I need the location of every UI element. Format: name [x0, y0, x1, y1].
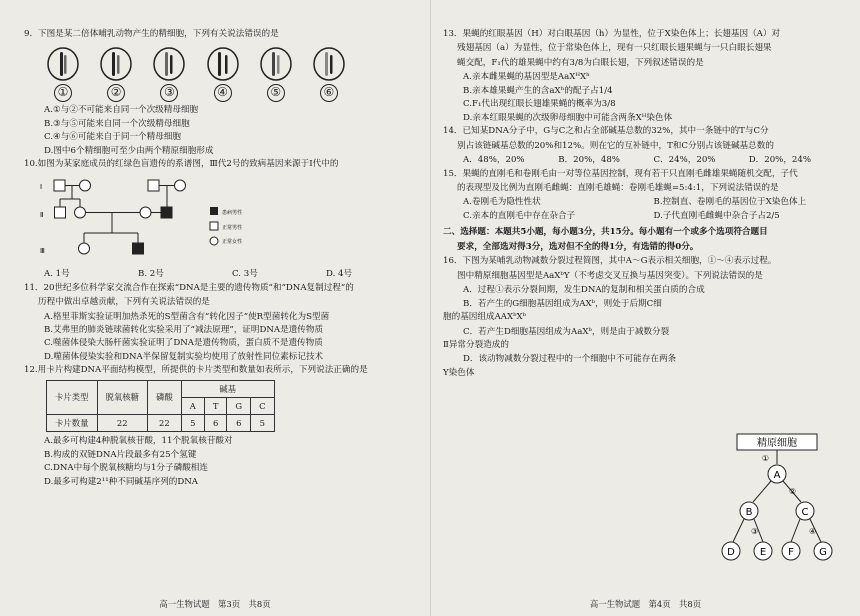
cell-label: ⑥	[320, 84, 338, 102]
q15-options-row2	[443, 210, 844, 222]
sperm-cell-5	[259, 46, 293, 102]
cell-3-icon	[152, 46, 186, 82]
cell-label: ⑤	[267, 84, 285, 102]
q15-options-row1	[443, 196, 844, 208]
section-2-title-cont: 要求，全部选对得3分，选对但不全的得1分，有选错的得0分。	[457, 241, 699, 252]
q13-option-b: B.亲本雄果蝇产生的含aXʰ的配子占1/4	[463, 85, 613, 96]
step-2-label: ②	[789, 487, 797, 496]
question-16-stem-cont: 图中精原细胞基因型是AaXᵇY（不考虑交叉互换与基因突变）。下列说法错误的是	[457, 270, 763, 281]
q10-option-a: A. 1号	[44, 269, 70, 280]
sperm-cell-4	[206, 46, 240, 102]
meiosis-flow-diagram	[717, 432, 847, 582]
q16-option-d: D．该动物减数分裂过程中的一个细胞中不可能存在两条	[463, 354, 677, 365]
th-base-g: G	[227, 397, 251, 414]
cell-value: 6	[204, 415, 227, 432]
q10-option-c: C. 3号	[232, 269, 258, 280]
question-11-stem-cont: 历程中做出卓越贡献，下列有关说法错误的是	[38, 297, 210, 308]
q16-option-b-cont: 胞的基因组成AAXᵇXᵇ	[443, 312, 527, 323]
question-9-stem: 9．下图是某二倍体哺乳动物产生的精细胞，下列有关说法错误的是	[24, 29, 279, 39]
q13-option-c: C.F₁代出现红眼长翅雄果蝇的概率为3/8	[463, 99, 616, 110]
q16-option-d-cont: Y染色体	[443, 367, 475, 378]
sperm-cells-figure	[46, 46, 346, 102]
node-f: F	[788, 547, 794, 558]
row-label: 卡片数量	[47, 415, 98, 432]
q10-option-b: B. 2号	[138, 269, 164, 280]
cell-5-icon	[259, 46, 293, 82]
th-bases: 碱基	[181, 380, 274, 397]
cell-1-icon	[46, 46, 80, 82]
cell-6-icon	[312, 46, 346, 82]
q12-option-a: A.最多可构建4种脱氧核苷酸，11个脱氧核苷酸对	[44, 436, 233, 447]
q9-option-d: D.图中6个精细胞可至少由两个精原细胞形成	[44, 145, 214, 156]
gen-2-label: Ⅱ	[40, 210, 44, 219]
q15-option-a: A.卷刚毛为隐性性状	[463, 197, 541, 208]
question-10-stem: 10.如图为某家庭成员的红绿色盲遗传的系谱图，Ⅲ代2号的致病基因来源于Ⅰ代中的	[24, 159, 339, 170]
cell-label: ③	[160, 84, 178, 102]
page-footer: 高一生物试题 第4页 共8页	[589, 598, 702, 609]
node-d: D	[727, 547, 735, 558]
gen-1-label: Ⅰ	[40, 182, 43, 191]
q11-option-c: C.噬菌体侵染大肠杆菌实验证明了DNA是遗传物质，蛋白质不是遗传物质	[44, 338, 323, 349]
q16-option-b: B．若产生的G细胞基因组成为AXᵇ，则处于后期C细	[463, 298, 662, 309]
th-phosphate: 磷酸	[148, 380, 182, 414]
node-a: A	[773, 470, 781, 481]
gen-3-label: Ⅲ	[40, 246, 45, 255]
q11-option-d: D.噬菌体侵染实验和DNA半保留复制实验均使用了放射性同位素标记技术	[44, 351, 324, 362]
q10-options	[24, 268, 420, 280]
node-c: C	[801, 507, 809, 518]
step-4-label: ④	[809, 527, 817, 536]
q16-option-a: A．过程①表示分裂间期，发生DNA的复制和相关蛋白质的合成	[463, 285, 705, 296]
q12-option-b: B.构成的双链DNA片段最多有25个氢键	[44, 449, 197, 460]
q13-option-d: D.亲本红眼果蝇的次级卵母细胞中可能含两条Xᴴ染色体	[463, 112, 673, 123]
question-13-stem: 13．果蝇的红眼基因（H）对白眼基因（h）为显性，位于X染色体上；长翅基因（A）对	[443, 29, 781, 39]
cell-label: ②	[107, 84, 125, 102]
th-card-type: 卡片类型	[47, 380, 98, 414]
q15-option-c: C.亲本的直刚毛中存在杂合子	[463, 210, 576, 221]
question-14-stem: 14．已知某DNA分子中，G与C之和占全部碱基总数的32%，其中一条链中的T与C分	[443, 126, 769, 137]
q16-option-c-cont: Ⅱ异常分裂造成的	[443, 339, 509, 350]
cell-4-icon	[206, 46, 240, 82]
legend-normal-male: 正常男性	[222, 224, 243, 231]
th-deoxyribose: 脱氧核糖	[97, 380, 148, 414]
legend-normal-female: 正常女性	[222, 238, 243, 245]
th-base-c: C	[251, 397, 274, 414]
sperm-cell-3	[152, 46, 186, 102]
q9-option-c: C.④与⑥可能来自于同一个精母细胞	[44, 132, 182, 143]
cell-label: ④	[214, 84, 232, 102]
page-4	[430, 0, 860, 616]
q9-option-a: A.①与②不可能来自同一个次级精母细胞	[44, 105, 199, 116]
th-base-a: A	[181, 397, 204, 414]
q15-option-d: D.子代直刚毛雌蝇中杂合子占2/5	[653, 210, 780, 221]
q15-option-b: B.控制直、卷刚毛的基因位于X染色体上	[653, 197, 807, 208]
step-1-label: ①	[761, 454, 769, 463]
sperm-cell-6	[312, 46, 346, 102]
cell-value: 5	[181, 415, 204, 432]
q10-option-d: D. 4号	[326, 269, 353, 280]
question-14-stem-cont: 别占该链碱基总数的20%和12%。则在它的互补链中，T和C分别占该链碱基总数的	[457, 140, 774, 151]
th-base-t: T	[204, 397, 227, 414]
question-15-stem: 15．果蝇的直刚毛和卷刚毛由一对等位基因控制，现有若干只直刚毛雌雄果蝇随机交配，子代	[443, 168, 798, 179]
card-table	[46, 380, 275, 433]
question-16-stem: 16．下图为某哺乳动物减数分裂过程简图，其中A～G表示相关细胞，①～④表示过程。	[443, 256, 777, 267]
cell-value: 5	[251, 415, 274, 432]
cell-value: 6	[227, 415, 251, 432]
question-15-stem-cont: 的表现型及比例为直刚毛雌蝇：直刚毛雄蝇：卷刚毛雄蝇=5:4:1，下列说法错误的是	[457, 182, 779, 193]
diagram-title: 精原细胞	[757, 438, 797, 449]
q14-option-c: C．24%，20%	[653, 155, 716, 166]
q14-option-b: B．20%，48%	[558, 155, 620, 166]
question-12-stem: 12.用卡片构建DNA平面结构模型，所提供的卡片类型和数量如表所示，下列说法正确的是	[24, 365, 368, 376]
page-footer: 高一生物试题 第3页 共8页	[159, 598, 271, 609]
q13-option-a: A.亲本雌果蝇的基因型是AaXᴴXʰ	[463, 72, 590, 83]
node-g: G	[819, 547, 827, 558]
pedigree-chart	[40, 177, 270, 263]
q14-option-a: A．48%，20%	[463, 155, 525, 166]
node-b: B	[745, 507, 753, 518]
step-3-label: ③	[751, 527, 759, 536]
question-13-stem-cont2: 蝇交配，F₁代的雄果蝇中约有3/8为白眼长翅，下列叙述错误的是	[457, 57, 704, 68]
question-11-stem: 11．20世纪多位科学家交流合作在探索“DNA是主要的遗传物质”和“DNA复制过程”的	[24, 282, 354, 293]
q11-option-a: A.格里菲斯实验证明加热杀死的S型菌含有“转化因子”使R型菌转化为S型菌	[44, 311, 330, 322]
q14-option-d: D．20%，24%	[748, 155, 812, 166]
q16-option-c: C．若产生D细胞基因组成为AaXᵇ，则是由于减数分裂	[463, 326, 670, 337]
section-2-title: 二、选择题：本题共5小题，每小题3分，共15分。每小题有一个或多个选项符合题目	[443, 227, 768, 238]
legend-affected-male: 患病男性	[222, 209, 243, 216]
cell-value: 22	[148, 415, 182, 432]
question-13-stem-cont: 残翅基因（a）为显性，位于常染色体上，现有一只红眼长翅果蝇与一只白眼长翅果	[457, 43, 772, 54]
node-e: E	[759, 547, 767, 558]
q12-option-d: D.最多可构建2¹¹种不同碱基序列的DNA	[44, 476, 199, 487]
q12-option-c: C.DNA中每个脱氧核糖均与1分子磷酸相连	[44, 463, 208, 474]
sperm-cell-1	[46, 46, 80, 102]
q14-options	[443, 154, 844, 166]
sperm-cell-2	[99, 46, 133, 102]
cell-value: 22	[97, 415, 148, 432]
q11-option-b: B.艾弗里的肺炎链球菌转化实验采用了“减法原理”，证明DNA是遗传物质	[44, 324, 324, 335]
cell-2-icon	[99, 46, 133, 82]
q9-option-b: B.③与⑤可能来自同一个次级精母细胞	[44, 118, 190, 129]
cell-label: ①	[54, 84, 72, 102]
